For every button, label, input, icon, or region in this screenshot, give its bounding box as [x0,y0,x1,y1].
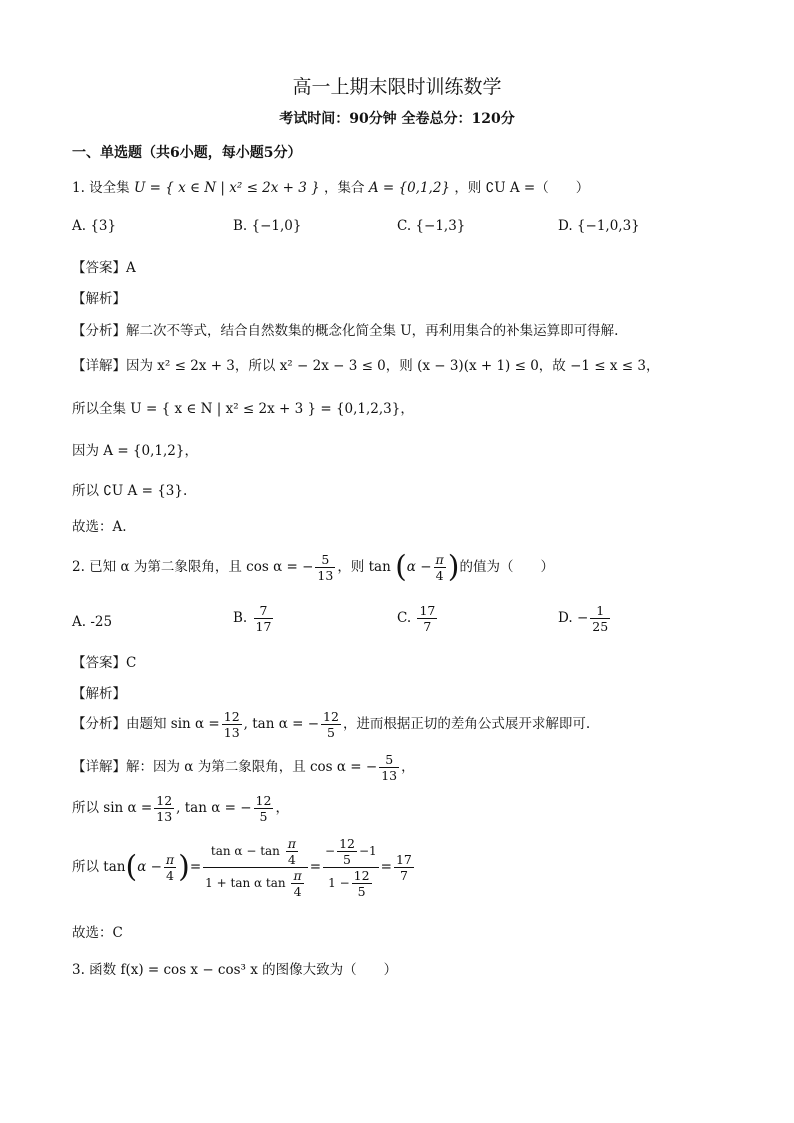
frac-num: 12 [323,709,339,724]
paren-open: ( [125,849,138,885]
answer-tag: 【答案】 [72,655,126,671]
q2-analysis-tag: 【解析】 [72,686,126,702]
frac-num: 7 [254,603,274,619]
frac-num: 12 [223,709,240,724]
frac-num: 17 [419,603,436,618]
line3-pre: 所以 tan [72,859,126,875]
frac-num: 1 [590,603,610,619]
frac-num: 12 [353,868,370,883]
q2-paren-inner: α − [406,559,432,575]
q2-prefix: 2. 已知 α 为第二象限角，且 cos α = − [72,559,314,575]
fenxi-pre: 由题知 sin α = [126,716,220,732]
formula-numerator [203,836,308,868]
option-sign: − [576,610,589,626]
q1-stem [72,176,589,196]
answer-value: C [126,655,137,671]
q2-pi-fraction [434,552,446,583]
q2-final: 故选：C [72,925,123,941]
frac-den: 7 [399,868,408,883]
frac-num: 12 [156,793,173,808]
exam-info: 考试时间：90分钟 全卷总分：120分 [279,111,515,127]
q1-answer [72,256,136,276]
value-denominator [323,868,379,899]
q2-line2 [72,793,289,824]
formula-denominator [203,868,308,899]
frac-den: 4 [287,852,296,867]
q2-ask: 的值为（ ） [459,559,554,575]
q1-step4: 所以 ∁U A = {3}. [72,483,188,499]
frac-num: π [165,852,175,867]
minus-one: −1 [358,844,377,858]
q1-analysis-tag: 【解析】 [72,291,126,307]
option-fraction [254,603,274,634]
q2-xiangjie [72,752,415,783]
equals: = [380,859,392,875]
paren-inner: α − [137,859,162,875]
frac-den: 5 [343,852,351,867]
denominator-text: 1 + tan α tan [205,876,286,890]
q1-prefix: 1. 设全集 [72,180,130,196]
option-fraction [590,603,610,634]
q1-set-a: A = {0,1,2} [368,180,451,196]
q2-line3 [72,836,416,899]
q2-cos-fraction [315,552,335,583]
frac-den: 13 [223,725,240,740]
frac-den: 4 [435,568,444,583]
tan-formula-fraction [203,836,308,899]
paren-open: ( [395,549,407,585]
frac-num: π [293,868,302,883]
option-fraction [417,603,437,634]
q2-option-b [233,603,275,634]
frac-den: 4 [166,868,174,883]
tan-fraction [321,709,341,740]
fenxi-post: ，进而根据正切的差角公式展开求解即可. [342,716,591,732]
frac-num: 12 [255,793,272,808]
q1-option-d: D. {−1,0,3} [558,218,640,234]
q2-fenxi [72,709,590,740]
q2-option-c [397,603,439,634]
frac-den: 5 [357,884,366,899]
q1-fenxi [72,319,618,339]
fenxi-tag: 【分析】 [72,323,126,339]
xiangjie-pre: 解：因为 α 为第二象限角，且 cos α = − [126,759,378,775]
q1-set-u: U = { x ∈ N | x² ≤ 2x + 3 } [133,180,320,196]
frac-den: 7 [423,619,432,634]
line2-pre: 所以 sin α = [72,800,153,816]
frac-num: 5 [315,552,335,568]
comma: ， [401,759,415,775]
q2-option-d [558,603,612,634]
answer-tag: 【答案】 [72,260,126,276]
page-title: 高一上期末限时训练数学 [292,76,502,98]
frac-den: 5 [259,809,268,824]
xiangjie-tag: 【详解】 [72,759,126,775]
comma: ， [275,800,289,816]
paren-close: ) [447,549,460,585]
option-label: B. [233,610,248,626]
value-fraction [323,836,379,899]
answer-value: A [126,260,136,276]
tan-fraction [337,836,357,867]
fenxi-tag: 【分析】 [72,716,126,732]
sin-fraction [154,793,174,824]
option-label: D. [558,610,573,626]
q1-ask: ，则 ∁U A =（ ） [454,180,590,196]
q2-mid: ，则 tan [337,559,391,575]
frac-num: 12 [339,836,355,851]
line2-mid: , tan α = − [176,800,252,816]
q2-option-a: A. -25 [72,614,113,630]
frac-den: 17 [255,619,272,634]
q1-option-a: A. {3} [72,218,117,234]
q1-step2: 所以全集 U = { x ∈ N | x² ≤ 2x + 3 } = {0,1,2,3}， [72,401,414,417]
frac-den: 13 [156,809,173,824]
section-heading: 一、单选题（共6小题，每小题5分） [72,145,302,161]
frac-den: 25 [592,619,609,634]
q3-stem: 3. 函数 f(x) = cos x − cos³ x 的图像大致为（ ） [72,962,398,978]
q1-option-c: C. {−1,3} [397,218,466,234]
q1-xiangjie [72,354,660,374]
frac-num: 17 [395,852,412,867]
tan-fraction [352,868,372,899]
frac-num: π [287,836,296,851]
equals: = [189,859,202,875]
q1-final: 故选：A. [72,519,127,535]
q1-step1: 因为 x² ≤ 2x + 3，所以 x² − 2x − 3 ≤ 0，则 (x − 3)(x + 1) ≤ 0，故 −1 ≤ x ≤ 3， [126,358,660,374]
frac-num: 5 [379,752,399,768]
q1-option-b: B. {−1,0} [233,218,302,234]
q1-step3: 因为 A = {0,1,2}， [72,443,198,459]
q2-answer [72,651,136,671]
frac-den: 13 [381,768,398,783]
frac-num: π [435,552,444,567]
q1-mid: ，集合 [324,180,365,196]
numerator-text: tan α − tan [210,844,280,858]
frac-den: 5 [327,725,335,740]
frac-den: 13 [317,568,334,583]
equals: = [309,859,321,875]
q2-stem [72,549,554,585]
result-fraction [394,852,414,883]
fenxi-mid: , tan α = − [243,716,320,732]
frac-den: 4 [293,884,302,899]
xiangjie-tag: 【详解】 [72,358,126,374]
fenxi-text: 解二次不等式，结合自然数集的概念化简全集 U，再利用集合的补集运算即可得解. [126,323,619,339]
pi-fraction [164,852,176,883]
option-label: C. [397,610,412,626]
tan-fraction [254,793,274,824]
one-minus: 1 − [328,876,350,890]
cos-fraction [379,752,399,783]
paren-close: ) [178,849,190,885]
value-numerator: − $\frac{12}{5}$ −1 [325,836,377,867]
pi-fraction [286,836,298,867]
pi-fraction [291,868,303,899]
sin-fraction [222,709,242,740]
